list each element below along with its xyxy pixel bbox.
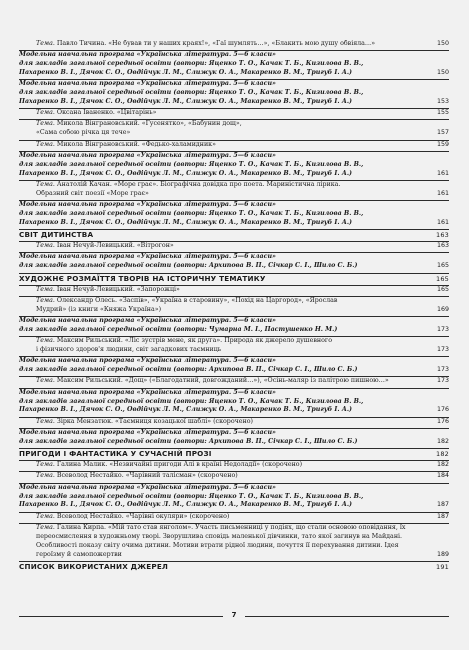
toc-entry-topic (19, 120, 449, 139)
entry-line (19, 429, 449, 438)
entry-text: Пахаренко В. І., Дячок С. О., Овдійчук Л. М., Слижук О. А., Макаренко В. М., Тригуб І. А.) (19, 501, 353, 509)
toc-entry-topic (19, 181, 449, 200)
page-footer (19, 611, 449, 621)
toc-entry-prog (19, 201, 449, 229)
entry-text: Максим Рильський. «Дощ» («Благодатний, довгожданий…»), «Осінь-маляр із палітрою пишною…» (56, 377, 389, 385)
entry-page-number: 169 (434, 306, 449, 315)
entry-page-number: 189 (434, 551, 449, 560)
entry-text: Пахаренко В. І., Дячок С. О., Овдійчук Л. М., Слижук О. А., Макаренко В. М., Тригуб І. А.) (19, 406, 353, 414)
entry-text: Іван Нечуй-Левицький. «Вітрогон» (56, 242, 174, 250)
footer-rule-left (19, 616, 223, 617)
entry-text: для закладів загальної середньої освіти (автори: Архипова В. П., Січкар С. І., Шило С. Б.) (19, 366, 358, 374)
entry-text: Галина Малик. «Незвичайні пригоди Алі в країні Недоладії» (скорочено) (56, 461, 303, 469)
entry-line (19, 317, 449, 326)
entry-page-number: 182 (434, 461, 449, 470)
toc-entry-topic (19, 40, 449, 50)
topic-label: Тема. (36, 285, 57, 293)
entry-line (36, 513, 449, 522)
topic-label: Тема. (36, 472, 57, 480)
entry-line (19, 152, 449, 161)
topic-label: Тема. (36, 337, 57, 345)
toc-entry-section (19, 230, 449, 241)
topic-label: Тема. (36, 417, 57, 425)
entry-page-number: 173 (434, 366, 449, 375)
toc-entry-prog (19, 429, 449, 448)
topic-label: Тема. (36, 512, 57, 520)
entry-text: Всеволод Нестайко. «Чарівні окуляри» (скорочено) (56, 512, 230, 520)
entry-line (19, 51, 449, 60)
entry-line (19, 501, 449, 510)
entry-line (36, 377, 449, 386)
toc-entry-topic (19, 418, 449, 428)
entry-page-number: 176 (434, 418, 449, 427)
entry-text: Образний світ поезії «Море грає» (36, 189, 149, 197)
entry-page-number: 191 (433, 562, 449, 572)
entry-page-number: 184 (434, 472, 449, 481)
topic-label: Тема. (36, 40, 57, 47)
entry-line (36, 346, 449, 355)
entry-text: для закладів загальної середньої освіти (автори: Яценко Т. О., Качак Т. Б., Кизилова В. В., (19, 89, 364, 97)
toc-entry-topic (19, 141, 449, 151)
entry-line (19, 219, 449, 228)
entry-text: Галина Кирпа. «Мій тато став янголом». Участь письменниці у подіях, що стали основою оповідання, їх переосмислення в художньому творі. Зворушлива сповідь маленької дівчинки, тато якої загинув на Майдані. Особливості показу світу очима дитини. Мотиви втрати рідної людини, почуття її перехування дитини. Ідея героїзму й самопожертви (36, 523, 406, 558)
entry-text: для закладів загальної середньої освіти (автори: Архипова В. П., Січкар С. І., Шило С. Б.) (19, 262, 358, 270)
entry-text: Пахаренко В. І., Дячок С. О., Овдійчук Л. М., Слижук О. А., Макаренко В. М., Тригуб І. А.) (19, 169, 353, 177)
entry-line (36, 418, 449, 427)
toc-entry-topic (19, 461, 449, 471)
entry-line (36, 337, 449, 346)
entry-line (19, 366, 449, 375)
topic-label: Тема. (36, 140, 57, 148)
entry-text: Модельна навчальна програма «Українська література. 5—6 класи» (19, 483, 276, 491)
entry-line (36, 181, 449, 190)
entry-page-number: 150 (434, 40, 449, 49)
entry-text: Модельна навчальна програма «Українська література. 5—6 класи» (19, 357, 276, 365)
entry-line (36, 461, 449, 470)
entry-text: «Сама собою річка ця тече» (36, 129, 131, 137)
toc-entry-topic (19, 242, 449, 252)
entry-text: СПИСОК ВИКОРИСТАНИХ ДЖЕРЕЛ (19, 561, 169, 571)
entry-page-number: 155 (434, 109, 449, 118)
entry-page-number: 161 (434, 190, 449, 199)
entry-line (36, 524, 449, 560)
toc-entry-topic (19, 286, 449, 296)
entry-line (36, 242, 449, 251)
toc-entry-section (19, 274, 449, 285)
entry-text: для закладів загальної середньої освіти (автори: Чумарна М. І., Пастушенко Н. М.) (19, 326, 338, 334)
entry-line (36, 129, 449, 138)
toc-entry-section (19, 449, 449, 460)
entry-text: Микола Вінграновський. «Федько-халамидник» (56, 140, 216, 148)
topic-label: Тема. (36, 120, 57, 128)
toc-entry-prog (19, 51, 449, 79)
entry-text: СВІТ ДИТИНСТВА (19, 229, 94, 239)
entry-line (36, 286, 449, 295)
entry-text: Анатолій Качан. «Море грає». Біографічна довідка про поета. Мариністична лірика. (56, 180, 341, 188)
entry-text: для закладів загальної середньої освіти (автори: Яценко Т. О., Качак Т. Б., Кизилова В. В., (19, 492, 364, 500)
table-of-contents (19, 40, 449, 573)
page-number: 7 (227, 611, 241, 619)
topic-label: Тема. (36, 242, 57, 250)
entry-text: Зірка Мензатюк. «Таємниця козацької шаблі» (скорочено) (56, 417, 253, 425)
entry-text: для закладів загальної середньої освіти (автори: Яценко Т. О., Качак Т. Б., Кизилова В. В., (19, 60, 364, 68)
entry-text: Модельна навчальна програма «Українська література. 5—6 класи» (19, 151, 276, 159)
entry-line (19, 230, 449, 240)
entry-text: Модельна навчальна програма «Українська література. 5—6 класи» (19, 80, 276, 88)
toc-entry-prog (19, 253, 449, 272)
entry-line (19, 253, 449, 262)
entry-page-number: 173 (434, 377, 449, 386)
entry-page-number: 165 (433, 274, 449, 284)
entry-text: для закладів загальної середньої освіти (автори: Яценко Т. О., Качак Т. Б., Кизилова В. В., (19, 160, 364, 168)
entry-page-number: 165 (434, 262, 449, 271)
footer-rule-right (245, 616, 449, 617)
entry-line (19, 80, 449, 89)
toc-entry-prog (19, 80, 449, 108)
entry-text: Модельна навчальна програма «Українська література. 5—6 класи» (19, 200, 276, 208)
entry-line (19, 161, 449, 170)
entry-page-number: 176 (434, 406, 449, 415)
topic-label: Тема. (36, 377, 57, 385)
entry-page-number: 165 (434, 286, 449, 295)
entry-line (19, 98, 449, 107)
entry-page-number: 150 (434, 69, 449, 78)
entry-line (36, 472, 449, 481)
entry-line (19, 406, 449, 415)
toc-entry-section (19, 562, 449, 573)
entry-line (19, 493, 449, 502)
topic-label: Тема. (36, 523, 57, 531)
entry-line (19, 398, 449, 407)
entry-text: Модельна навчальна програма «Українська література. 5—6 класи» (19, 317, 276, 325)
toc-entry-prog (19, 152, 449, 180)
entry-page-number: 187 (434, 513, 449, 522)
entry-page-number: 163 (434, 242, 449, 251)
entry-page-number: 182 (434, 438, 449, 447)
entry-page-number: 187 (434, 501, 449, 510)
entry-line (19, 89, 449, 98)
entry-line (36, 190, 449, 199)
toc-entry-topic (19, 377, 449, 387)
toc-entry-topic (19, 513, 449, 523)
entry-line (19, 449, 449, 459)
entry-line (36, 40, 449, 49)
entry-line (36, 120, 449, 129)
entry-text: ПРИГОДИ І ФАНТАСТИКА У СУЧАСНІЙ ПРОЗІ (19, 448, 212, 458)
toc-entry-topic (19, 524, 449, 561)
toc-entry-prog (19, 357, 449, 376)
topic-label: Тема. (36, 109, 57, 117)
entry-line (19, 326, 449, 335)
entry-page-number: 173 (434, 346, 449, 355)
entry-page-number: 182 (433, 449, 449, 459)
entry-line (19, 438, 449, 447)
entry-text: Модельна навчальна програма «Українська література. 5—6 класи» (19, 388, 276, 396)
entry-page-number: 161 (434, 170, 449, 179)
entry-text: Модельна навчальна програма «Українська література. 5—6 класи» (19, 253, 276, 261)
toc-entry-prog (19, 484, 449, 512)
entry-text: для закладів загальної середньої освіти (автори: Яценко Т. О., Качак Т. Б., Кизилова В. В., (19, 397, 364, 405)
toc-page (19, 0, 449, 650)
entry-text: Павло Тичина. «Не бував ти у наших краях!», «Гаї шумлять…», «Блакить мою душу обвіяла…» (56, 40, 376, 47)
entry-text: Пахаренко В. І., Дячок С. О., Овдійчук Л. М., Слижук О. А., Макаренко В. М., Тригуб І. А.) (19, 218, 353, 226)
entry-line (36, 141, 449, 150)
entry-page-number: 173 (434, 326, 449, 335)
entry-line (19, 170, 449, 179)
entry-text: Іван Нечуй-Левицький. «Запорожці» (56, 285, 180, 293)
entry-line (36, 297, 449, 306)
entry-text: Модельна навчальна програма «Українська література. 5—6 класи» (19, 51, 276, 59)
toc-entry-topic (19, 297, 449, 316)
toc-entry-topic (19, 109, 449, 119)
entry-line (19, 389, 449, 398)
entry-line (19, 69, 449, 78)
entry-text: Микола Вінграновський. «Гусенятко», «Бабунин дощ», (56, 120, 242, 128)
entry-text: Пахаренко В. І., Дячок С. О., Овдійчук Л. М., Слижук О. А., Макаренко В. М., Тригуб І. А.) (19, 98, 353, 106)
toc-entry-prog (19, 389, 449, 417)
entry-page-number: 159 (434, 141, 449, 150)
entry-page-number: 157 (434, 129, 449, 138)
entry-page-number: 161 (434, 219, 449, 228)
entry-text: ХУДОЖНЄ РОЗМАЇТТЯ ТВОРІВ НА ІСТОРИЧНУ ТЕМАТИКУ (19, 273, 266, 283)
entry-line (19, 562, 449, 572)
entry-text: Пахаренко В. І., Дячок С. О., Овдійчук Л. М., Слижук О. А., Макаренко В. М., Тригуб І. А.) (19, 69, 353, 77)
toc-entry-prog (19, 317, 449, 336)
entry-text: Мудрий» (із книги «Княжа Україна») (36, 305, 162, 313)
entry-text: і фізичного здоров'я людини, світ загадкових таємниць (36, 346, 222, 354)
entry-line (19, 60, 449, 69)
entry-line (19, 201, 449, 210)
entry-line (36, 306, 449, 315)
entry-text: Олександр Олесь. «Заспів», «Україна в старовину», «Похід на Царгород», «Ярослав (56, 297, 338, 304)
entry-text: Модельна навчальна програма «Українська література. 5—6 класи» (19, 428, 276, 436)
topic-label: Тема. (36, 180, 57, 188)
entry-page-number: 153 (434, 98, 449, 107)
entry-text: Всеволод Нестайко. «Чарівний талісман» (скорочено) (56, 472, 238, 480)
entry-text: для закладів загальної середньої освіти (автори: Яценко Т. О., Качак Т. Б., Кизилова В. В., (19, 209, 364, 217)
entry-line (19, 274, 449, 284)
entry-page-number: 163 (433, 230, 449, 240)
entry-line (19, 210, 449, 219)
toc-entry-topic (19, 337, 449, 356)
entry-text: для закладів загальної середньої освіти (автори: Архипова В. П., Січкар С. І., Шило С. Б.) (19, 437, 358, 445)
entry-text: Оксана Іваненко. «Цвітарінь» (56, 109, 157, 117)
topic-label: Тема. (36, 297, 57, 304)
entry-text: Максим Рильський. «Ліс зустрів мене, як друга». Природа як джерело душевного (56, 337, 333, 345)
entry-line (19, 484, 449, 493)
entry-line (19, 262, 449, 271)
topic-label: Тема. (36, 461, 57, 469)
entry-line (36, 109, 449, 118)
toc-entry-topic (19, 472, 449, 482)
entry-line (19, 357, 449, 366)
